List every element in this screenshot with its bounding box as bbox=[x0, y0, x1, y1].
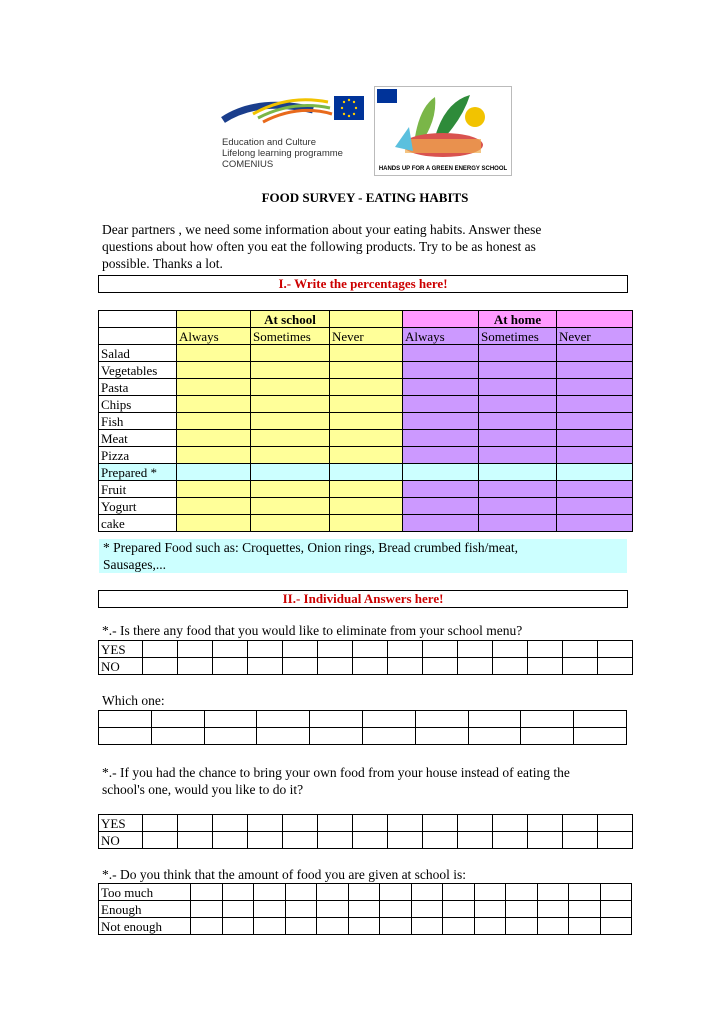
q2-answer-grid bbox=[98, 814, 633, 849]
yes-label: YES bbox=[99, 641, 143, 658]
col-header: Sometimes bbox=[479, 328, 557, 345]
yes-label: YES bbox=[99, 815, 143, 832]
intro-line-3: possible. Thanks a lot. bbox=[102, 256, 223, 271]
page-title: FOOD SURVEY - EATING HABITS bbox=[261, 190, 469, 205]
table-row bbox=[99, 658, 633, 675]
table-row bbox=[99, 901, 632, 918]
table-row bbox=[99, 362, 633, 379]
option-label: Enough bbox=[99, 901, 191, 918]
table-row bbox=[99, 641, 633, 658]
row-label: Pizza bbox=[99, 447, 177, 464]
eu-line-1: Education and Culture bbox=[222, 137, 317, 148]
col-header: Always bbox=[403, 328, 479, 345]
table-row bbox=[99, 447, 633, 464]
prepared-note-line-2: Sausages,... bbox=[103, 557, 166, 572]
row-label: Meat bbox=[99, 430, 177, 447]
table-row bbox=[99, 918, 632, 935]
row-label: Yogurt bbox=[99, 498, 177, 515]
question-1: *.- Is there any food that you would like to eliminate from your school menu? bbox=[102, 623, 523, 638]
col-header: Never bbox=[557, 328, 633, 345]
question-3: *.- Do you think that the amount of food you are given at school is: bbox=[102, 867, 467, 882]
table-row bbox=[99, 498, 633, 515]
row-label: Chips bbox=[99, 396, 177, 413]
table-row bbox=[99, 464, 633, 481]
table-row bbox=[99, 345, 633, 362]
which-one-grid bbox=[98, 710, 627, 745]
q1-answer-grid bbox=[98, 640, 633, 675]
table-row bbox=[99, 396, 633, 413]
eu-line-2: Lifelong learning programme bbox=[222, 148, 343, 159]
intro-text bbox=[102, 221, 642, 272]
table-row bbox=[99, 884, 632, 901]
table-row bbox=[99, 379, 633, 396]
table-row bbox=[99, 430, 633, 447]
prepared-note-line-1: * Prepared Food such as: Croquettes, Onion rings, Bread crumbed fish/meat, bbox=[103, 540, 519, 555]
row-label: Fish bbox=[99, 413, 177, 430]
row-label: Salad bbox=[99, 345, 177, 362]
row-label: Prepared * bbox=[99, 464, 177, 481]
option-label: Not enough bbox=[99, 918, 191, 935]
project-artwork-icon bbox=[375, 87, 511, 161]
no-label: NO bbox=[99, 658, 143, 675]
question-2-line-2: school's one, would you like to do it? bbox=[102, 782, 304, 797]
section2-heading: II.- Individual Answers here! bbox=[98, 590, 628, 608]
which-one-label: Which one: bbox=[102, 693, 165, 708]
no-label: NO bbox=[99, 832, 143, 849]
table-row bbox=[99, 711, 627, 728]
prepared-note bbox=[99, 539, 627, 573]
table-row bbox=[99, 481, 633, 498]
row-label: Fruit bbox=[99, 481, 177, 498]
table-row bbox=[99, 728, 627, 745]
table-row bbox=[99, 515, 633, 532]
project-logo bbox=[374, 86, 512, 176]
eu-line-3: COMENIUS bbox=[222, 159, 274, 170]
col-header: Never bbox=[330, 328, 403, 345]
table-row bbox=[99, 815, 633, 832]
eu-swoosh-icon bbox=[218, 92, 368, 132]
table-row bbox=[99, 832, 633, 849]
col-header: Always bbox=[177, 328, 251, 345]
project-caption: HANDS UP FOR A GREEN ENERGY SCHOOL bbox=[378, 166, 508, 172]
row-label: Vegetables bbox=[99, 362, 177, 379]
q3-answer-grid bbox=[98, 883, 632, 935]
row-label: Pasta bbox=[99, 379, 177, 396]
question-2-line-1: *.- If you had the chance to bring your own food from your house instead of eating the bbox=[102, 765, 570, 780]
row-label: cake bbox=[99, 515, 177, 532]
col-header: Sometimes bbox=[251, 328, 330, 345]
eu-programme-logo bbox=[218, 92, 368, 172]
intro-line-2: questions about how often you eat the following products. Try to be as honest as bbox=[102, 239, 536, 254]
intro-line-1: Dear partners , we need some information about your eating habits. Answer these bbox=[102, 222, 542, 237]
group-school-label: At school bbox=[251, 311, 330, 328]
section1-heading: I.- Write the percentages here! bbox=[98, 275, 628, 293]
question-2 bbox=[102, 764, 662, 798]
table-row bbox=[99, 413, 633, 430]
group-home-label: At home bbox=[479, 311, 557, 328]
option-label: Too much bbox=[99, 884, 191, 901]
percentages-table bbox=[98, 310, 633, 532]
